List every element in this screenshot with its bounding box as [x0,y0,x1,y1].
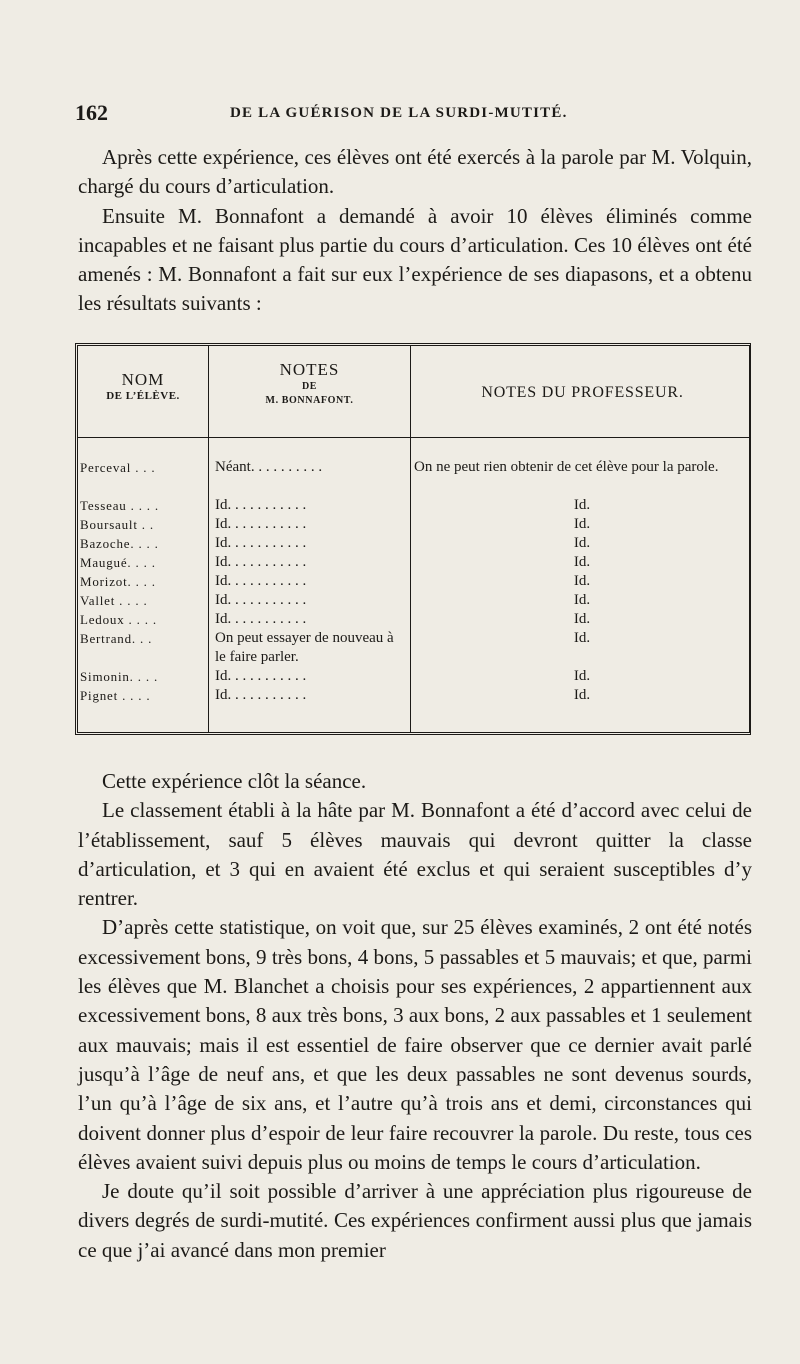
paragraph: Je doute qu’il soit possible d’arriver à une appréciation plus rigoureuse de divers degrés de surdi-mutité. Ces expériences confirment aussi plus que jamais ce que j’ai avancé dans mon premier [78,1179,752,1262]
professor-note: Id. [573,687,591,703]
bonnafont-note: Néant. . . . . . . . . . [215,459,323,475]
bonnafont-note: Id. . . . . . . . . . . [215,592,307,608]
professor-note: Id. [573,554,591,570]
page-number: 162 [75,100,108,125]
table-row [78,629,754,667]
student-name: Maugué. . . . [80,555,156,570]
student-name: Pignet . . . . [80,688,151,703]
table-row [78,686,754,705]
text-block-bottom [78,767,752,1265]
professor-note: Id. [573,592,591,608]
bonnafont-note: Id. . . . . . . . . . . [215,554,307,570]
student-name: Simonin. . . . [80,669,159,684]
student-name: Bazoche. . . . [80,536,159,551]
table-row [78,496,754,515]
table-row [78,610,754,629]
table-row [78,553,754,572]
bonnafont-note: Id. . . . . . . . . . . [215,611,307,627]
table-row [78,572,754,591]
student-name: Vallet . . . . [80,593,148,608]
professor-note: Id. [573,668,591,684]
paragraph: Ensuite M. Bonnafont a demandé à avoir 10 élèves éliminés comme incapables et ne faisant plus partie du cours d’articulation. Ces 10 élèves ont été amenés : M. Bonnafont a fait sur eux l’expérience de ses diapasons, et a obtenu les résultats suivants : [78,203,752,316]
table-row [78,534,754,553]
paragraph: Après cette expérience, ces élèves ont été exercés à la parole par M. Volquin, chargé du cours d’articulation. [78,145,752,199]
bonnafont-note: Id. . . . . . . . . . . [215,497,307,513]
bonnafont-note: Id. . . . . . . . . . . [215,516,307,532]
text-block-top [78,143,752,319]
table-row [78,515,754,534]
student-name: Boursault . . [80,517,154,532]
column-header-professeur: NOTES DU PROFESSEUR. [481,384,684,401]
column-header-name: NOM DE L’ÉLÈVE. [106,370,180,402]
professor-note: Id. [573,535,591,551]
table-row [78,667,754,686]
paragraph: Le classement établi à la hâte par M. Bonnafont a été d’accord avec celui de l’établissement, sauf 5 élèves mauvais qui devront quitter la classe d’articulation, et 3 qui en avaient été exclus et qui seraient susceptibles d’y rentrer. [78,798,752,911]
bonnafont-note: Id. . . . . . . . . . . [215,687,307,703]
paragraph: Cette expérience clôt la séance. [102,769,367,793]
table-row [78,591,754,610]
bonnafont-note: On peut essayer de nouveau à le faire parler. [215,630,394,666]
student-name: Tesseau . . . . [80,498,159,513]
table-row [78,458,754,496]
column-header-bonnafont: NOTES DE M. BONNAFONT. [265,360,354,406]
professor-note: Id. [573,573,591,589]
professor-note: Id. [573,497,591,513]
results-table [75,343,751,735]
professor-note: Id. [573,630,591,646]
header-rule [78,437,749,438]
student-name: Bertrand. . . [80,631,153,646]
student-name: Morizot. . . . [80,574,156,589]
professor-note: Id. [573,611,591,627]
bonnafont-note: Id. . . . . . . . . . . [215,573,307,589]
running-title: DE LA GUÉRISON DE LA SURDI-MUTITÉ. [230,105,568,121]
table-body [78,458,754,705]
student-name: Ledoux . . . . [80,612,157,627]
paragraph: D’après cette statistique, on voit que, sur 25 élèves examinés, 2 ont été notés excessivement bons, 9 très bons, 4 bons, 5 passables et 5 mauvais; et que, parmi les élèves que M. Blanchet a choisis pour ses expériences, 2 appartiennent aux excessivement bons, 8 aux très bons, 3 aux bons, 2 aux passables et 1 seulement aux mauvais; mais il est essentiel de faire observer que ce dernier avait parlé jusqu’à l’âge de neuf ans, et que les deux passables ne sont devenus sourds, l’un qu’à l’âge de six ans, et l’autre qu’à trois ans et demi, circonstances qui doivent donner plus d’espoir de leur faire recouvrer la parole. Du reste, tous ces élèves avaient suivi depuis plus ou moins de temps le cours d’articulation. [78,915,752,1174]
student-name: Perceval . . . [80,460,156,475]
bonnafont-note: Id. . . . . . . . . . . [215,668,307,684]
professor-note: Id. [573,516,591,532]
professor-note: On ne peut rien obtenir de cet élève pour la parole. [414,459,719,475]
running-header [75,100,750,130]
bonnafont-note: Id. . . . . . . . . . . [215,535,307,551]
